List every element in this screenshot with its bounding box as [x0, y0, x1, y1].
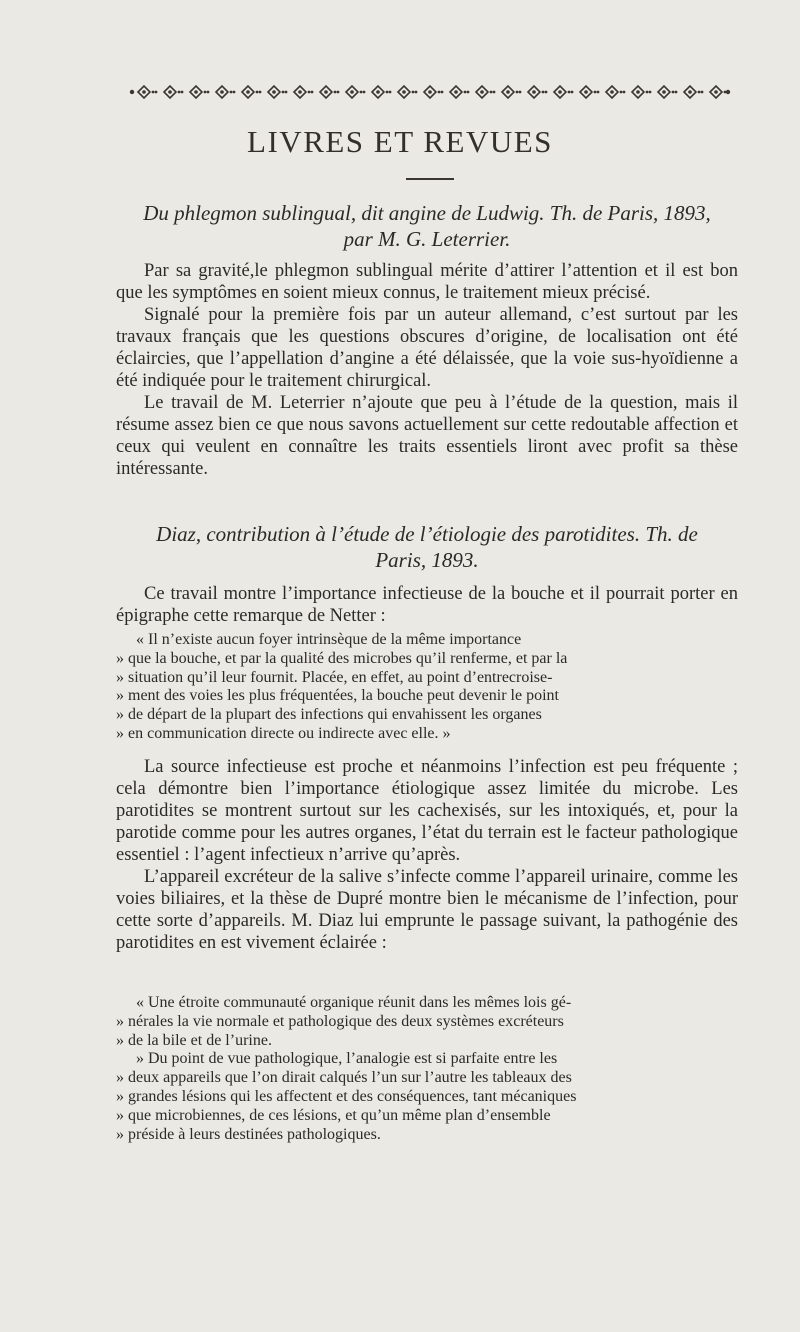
- review-2-intro-paragraph: Ce travail montre l’importance infectieuse de la bouche et il pourrait porter en épigraphe cette remarque de Netter :: [116, 584, 738, 626]
- quote-line: » deux appareils que l’on dirait calqués l’un sur l’autre les tableaux des: [116, 1069, 572, 1087]
- review-1-body: [116, 260, 738, 480]
- review-1-reference-line-1: Du phlegmon sublingual, dit angine de Ludwig. Th. de Paris, 1893,: [143, 201, 711, 225]
- quote-line: » situation qu’il leur fournit. Placée, en effet, au point d’entrecroise-: [116, 668, 553, 686]
- review-2-reference-line-1: Diaz, contribution à l’étude de l’étiologie des parotidites. Th. de: [156, 522, 698, 546]
- review-1-paragraph: Par sa gravité,le phlegmon sublingual mérite d’attirer l’attention et il est bon que les symptômes en soient mieux connus, le traitement mieux précisé.: [116, 261, 738, 303]
- quote-line: » grandes lésions qui les affectent et des conséquences, tant mécaniques: [116, 1087, 577, 1105]
- review-2-paragraph: L’appareil excréteur de la salive s’infecte comme l’appareil urinaire, comme les voies biliaires, et la thèse de Dupré montre bien le mécanisme de l’infection, pour cette sorte d’appareils. M. Diaz lui emprunte le passage suivant, la pathogénie des parotidites en est vivement éclairée :: [116, 867, 738, 953]
- netter-quote: [116, 631, 738, 744]
- quote-line: » que la bouche, et par la qualité des microbes qu’il renferme, et par la: [116, 649, 568, 667]
- decorative-border-ornament: [128, 82, 732, 102]
- review-2-intro: [116, 583, 738, 627]
- review-1-paragraph: Le travail de M. Leterrier n’ajoute que peu à l’étude de la question, mais il résume assez bien ce que nous savons actuellement sur cette redoutable affection et ceux qui veulent en connaître les traits essentiels liront avec profit sa thèse intéressante.: [116, 393, 738, 479]
- review-2: [116, 521, 738, 573]
- review-2-paragraph: La source infectieuse est proche et néanmoins l’infection est peu fréquente ; cela démontre bien l’importance étiologique assez limitée du microbe. Les parotidites se montrent surtout sur les cachexisés, sur les intoxiqués, et, pour la parotide comme pour les autres organes, l’état du terrain est le facteur pathologique essentiel : l’agent infectieux n’arrive qu’après.: [116, 757, 738, 865]
- quote-line: » de la bile et de l’urine.: [116, 1031, 272, 1049]
- quote-line: » en communication directe ou indirecte avec elle. »: [116, 724, 451, 742]
- section-title: LIVRES ET REVUES: [247, 124, 553, 159]
- quote-line: » Du point de vue pathologique, l’analogie est si parfaite entre les: [136, 1050, 558, 1068]
- review-2-reference-line-2: Paris, 1893.: [375, 548, 479, 572]
- quote-line: « Il n’existe aucun foyer intrinsèque de la même importance: [136, 631, 522, 648]
- quote-line: » ment des voies les plus fréquentées, la bouche peut devenir le point: [116, 687, 559, 705]
- review-2-body: [116, 756, 738, 954]
- quote-line: » que microbiennes, de ces lésions, et qu’un même plan d’ensemble: [116, 1106, 551, 1124]
- quote-line: « Une étroite communauté organique réunit dans les mêmes lois gé-: [136, 994, 572, 1011]
- review-1-paragraph: Signalé pour la première fois par un auteur allemand, c’est surtout par les travaux français que les questions obscures d’origine, de localisation ont été éclaircies, que l’appellation d’angine a été délaissée, que la voie sus-hyoïdienne a été indiquée pour le traitement chirurgical.: [116, 305, 738, 391]
- quote-line: » préside à leurs destinées pathologiques.: [116, 1125, 381, 1143]
- title-divider: [406, 178, 454, 180]
- review-1-reference-line-2: par M. G. Leterrier.: [343, 227, 511, 251]
- quote-line: » de départ de la plupart des infections qui envahissent les organes: [116, 706, 542, 724]
- dupre-quote: [116, 994, 738, 1144]
- review-1: [116, 200, 738, 252]
- quote-line: » nérales la vie normale et pathologique des deux systèmes excréteurs: [116, 1012, 564, 1030]
